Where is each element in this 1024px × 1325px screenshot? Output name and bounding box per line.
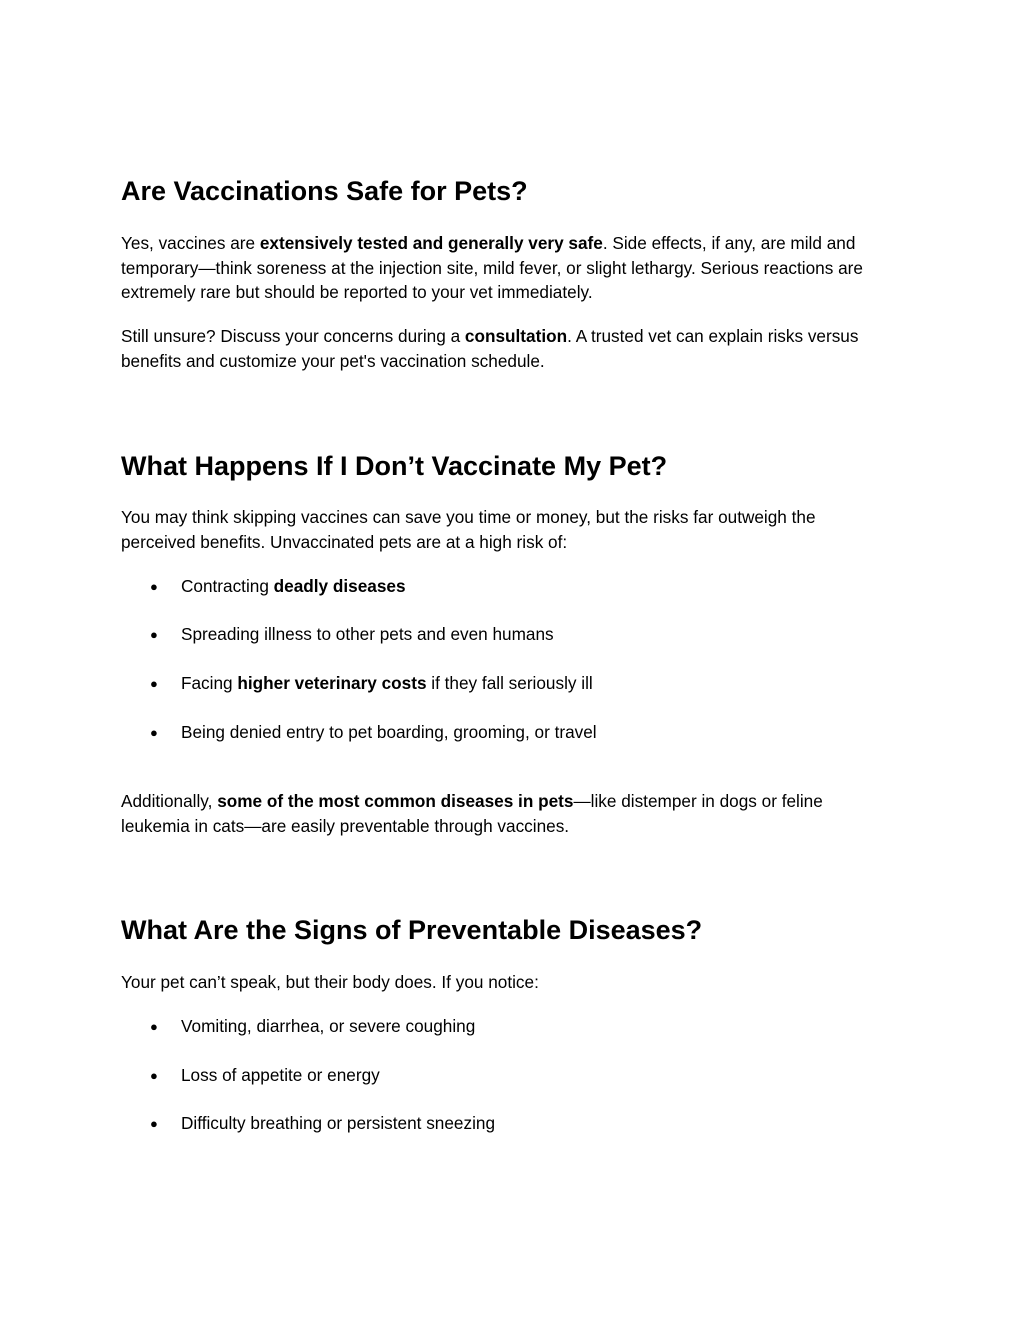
bullet-icon: ● <box>150 676 158 691</box>
text-run: . A trusted vet can explain risks versus benefits and customize your pet's vaccination schedule. <box>121 326 859 371</box>
text-run: Vomiting, diarrhea, or severe coughing <box>181 1016 476 1036</box>
bullet-icon: ● <box>150 1019 158 1034</box>
text-run: Being denied entry to pet boarding, grooming, or travel <box>181 722 597 742</box>
text-run: Contracting <box>181 576 274 596</box>
bold-text: extensively tested and generally very safe <box>259 233 603 253</box>
text-run: Additionally, <box>121 791 218 811</box>
text-run: Loss of appetite or energy <box>181 1065 380 1085</box>
text-run: Yes, vaccines are <box>121 233 260 253</box>
text-run: Facing <box>181 673 238 693</box>
bullet-icon: ● <box>150 627 158 642</box>
safety-paragraph <box>121 231 891 305</box>
risks-intro-paragraph: You may think skipping vaccines can save you time or money, but the risks far outweigh the perceived benefits. Unvaccinated pets are at a high risk of: <box>121 507 816 552</box>
text-run: Still unsure? Discuss your concerns during a <box>121 326 465 346</box>
bullet-icon: ● <box>150 725 158 740</box>
bullet-icon: ● <box>150 1116 158 1131</box>
list-item <box>150 720 597 745</box>
text-run: Difficulty breathing or persistent sneezing <box>181 1113 495 1133</box>
bold-text: some of the most common diseases in pets <box>217 791 574 811</box>
bold-text: higher veterinary costs <box>237 673 427 693</box>
bullet-icon: ● <box>150 579 158 594</box>
list-item <box>150 574 406 599</box>
text-run: if they fall seriously ill <box>426 673 593 693</box>
bullet-icon: ● <box>150 1068 158 1083</box>
common-diseases-paragraph <box>121 789 891 838</box>
consultation-paragraph <box>121 324 891 373</box>
text-run: . Side effects, if any, are mild and temporary—think soreness at the injection site, mild fever, or slight lethargy. Serious reactions are extremely rare but should be reported to your vet immediately. <box>121 233 863 302</box>
list-item <box>150 1063 380 1088</box>
section-heading-vaccination-safety: Are Vaccinations Safe for Pets? <box>121 176 528 206</box>
bold-text: consultation <box>464 326 568 346</box>
section-heading-disease-signs: What Are the Signs of Preventable Diseases? <box>121 915 703 945</box>
list-item <box>150 1014 475 1039</box>
bold-text: deadly diseases <box>273 576 406 596</box>
signs-intro-paragraph: Your pet can’t speak, but their body does. If you notice: <box>121 972 539 992</box>
list-item <box>150 1111 495 1136</box>
text-run: Spreading illness to other pets and even humans <box>181 624 554 644</box>
section-heading-no-vaccination: What Happens If I Don’t Vaccinate My Pet? <box>121 451 668 481</box>
text-run: —like distemper in dogs or feline leukemia in cats—are easily preventable through vaccines. <box>121 791 823 836</box>
list-item <box>150 622 554 647</box>
list-item <box>150 671 593 696</box>
